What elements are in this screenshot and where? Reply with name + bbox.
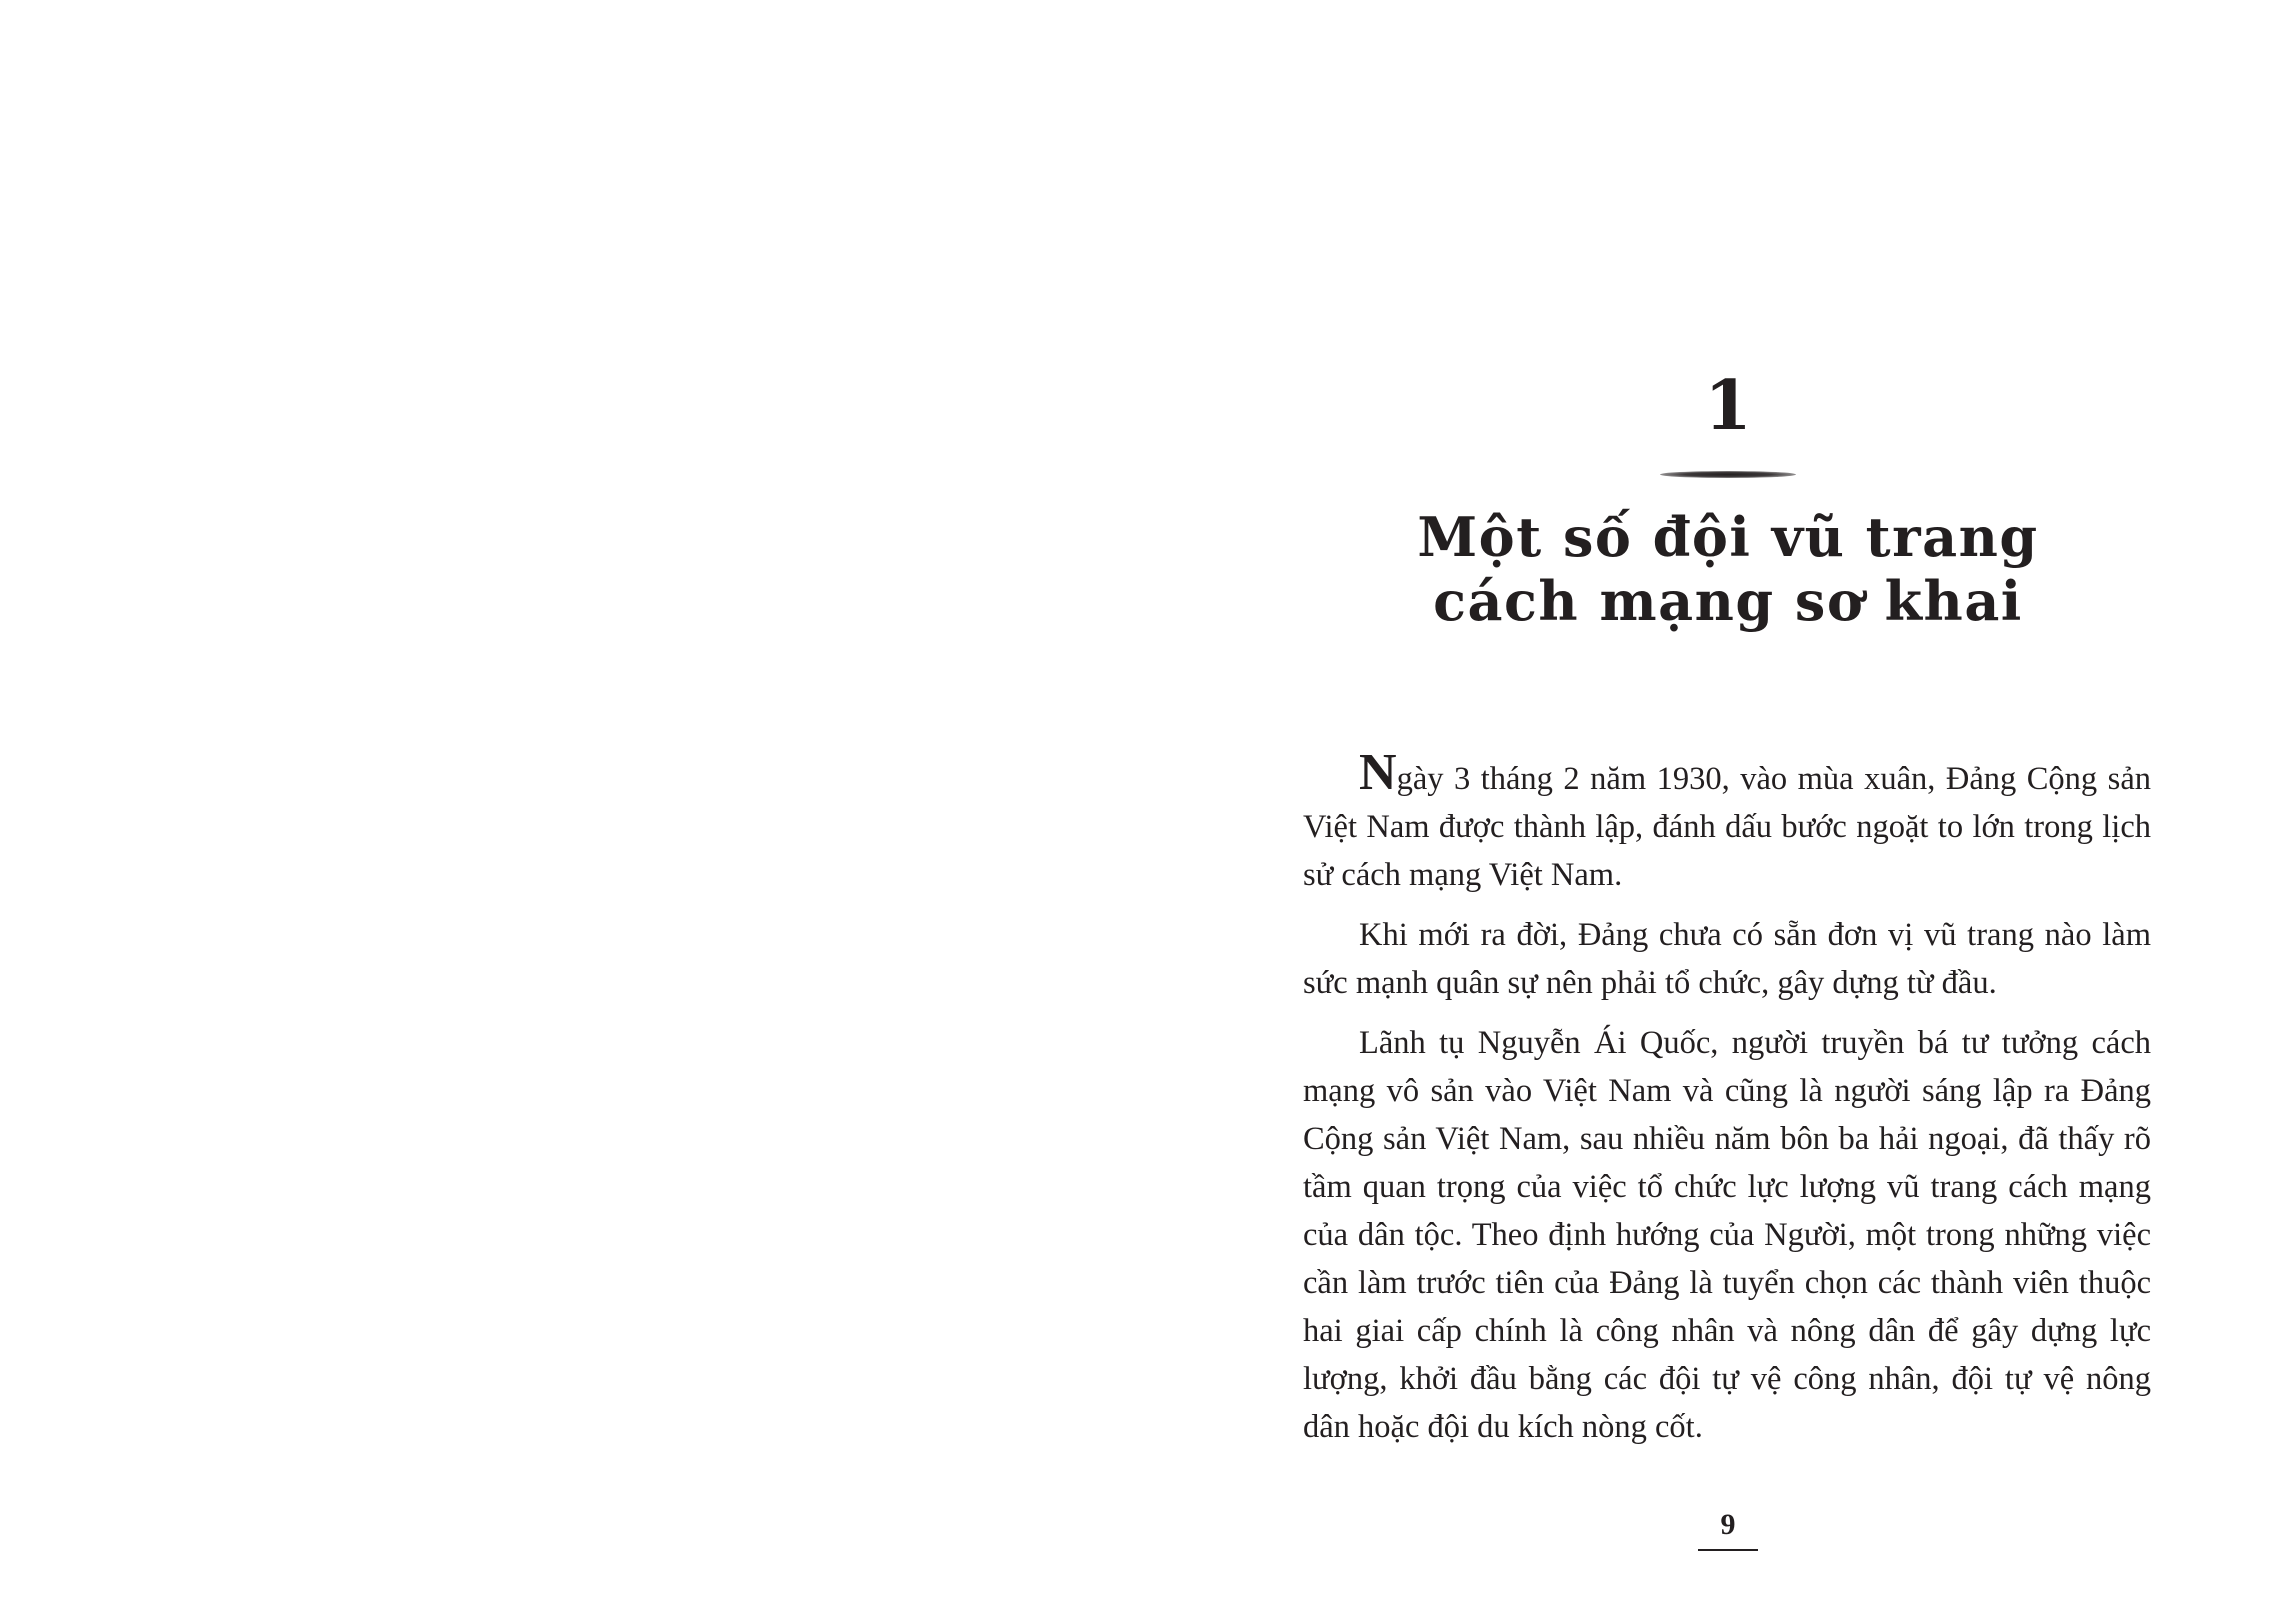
chapter-divider-rule [1660, 471, 1796, 478]
paragraph: Khi mới ra đời, Đảng chưa có sẵn đơn vị vũ trang nào làm sức mạnh quân sự nên phải tổ chức, gây dựng từ đầu. [1303, 917, 2151, 1001]
page-number: 9 [1720, 1508, 1736, 1541]
drop-cap: N [1359, 744, 1397, 801]
paragraph-text: gày 3 tháng 2 năm 1930, vào mùa xuân, Đảng Cộng sản Việt Nam được thành lập, đánh dấu bước ngoặt to lớn trong lịch sử cách mạng Việt Nam. [1303, 761, 2151, 893]
page-number-rule [1698, 1549, 1758, 1551]
chapter-title-line: cách mạng sơ khai [1433, 569, 2023, 633]
chapter-title [1228, 505, 2228, 633]
paragraph: Lãnh tụ Nguyễn Ái Quốc, người truyền bá tư tưởng cách mạng vô sản vào Việt Nam và cũng là người sáng lập ra Đảng Cộng sản Việt Nam, sau nhiều năm bôn ba hải ngoại, đã thấy rõ tầm quan trọng của việc tổ chức lực lượng vũ trang cách mạng của dân tộc. Theo định hướng của Người, một trong những việc cần làm trước tiên của Đảng là tuyển chọn các thành viên thuộc hai giai cấp chính là công nhân và nông dân để gây dựng lực lượng, khởi đầu bằng các đội tự vệ công nhân, đội tự vệ nông dân hoặc đội du kích nòng cốt. [1303, 1025, 2151, 1445]
body-text [1303, 744, 2151, 1463]
chapter-number: 1 [1704, 366, 1752, 446]
paragraph [1303, 744, 2151, 899]
chapter-title-line: Một số đội vũ trang [1417, 505, 2039, 569]
